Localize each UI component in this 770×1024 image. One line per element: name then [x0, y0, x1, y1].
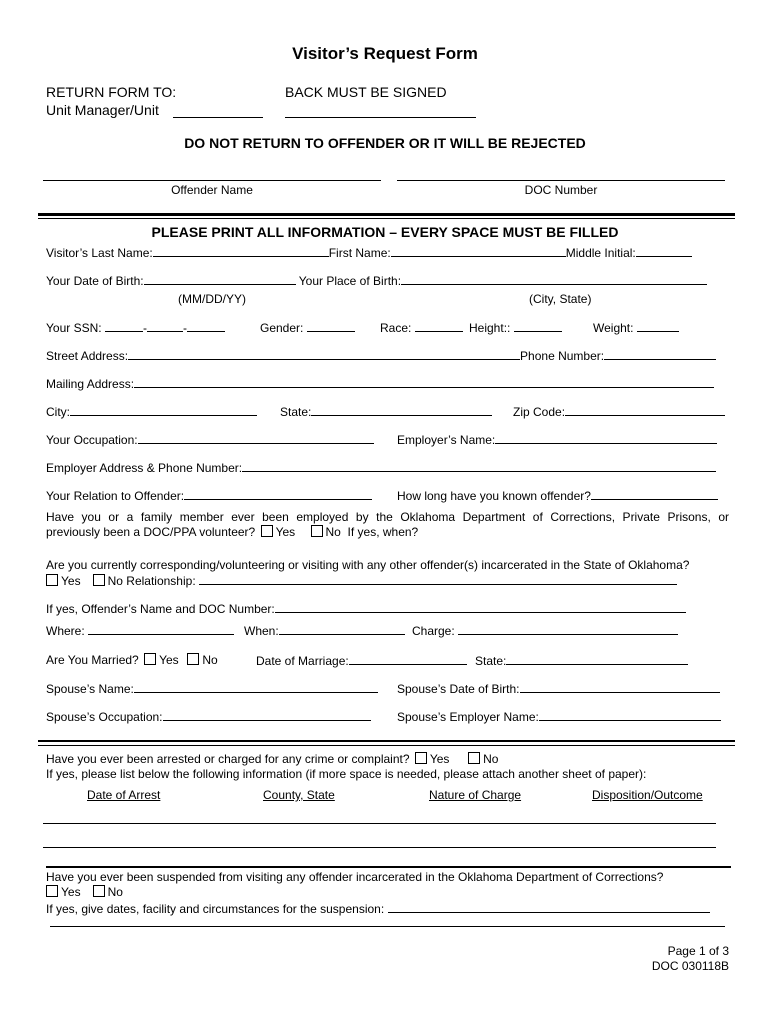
suspension-details-field[interactable] — [388, 901, 710, 913]
arrest-section-divider-thin — [38, 745, 735, 746]
arrested-yes-label: Yes — [429, 752, 450, 766]
married-yes-label: Yes — [159, 653, 179, 667]
married-no-checkbox[interactable] — [187, 653, 199, 665]
employed-question-line1: Have you or a family member ever been employed by the Oklahoma Department of Corrections, Private Prisons, or — [46, 510, 729, 524]
employer-name-label: Employer’s Name: — [397, 432, 717, 447]
spouse-dob-field[interactable] — [520, 681, 720, 693]
state-label: State: — [280, 404, 492, 419]
employed-no-label: No — [325, 525, 341, 539]
arrested-question-row — [46, 752, 498, 766]
signature-line[interactable] — [285, 117, 476, 118]
charge-label: Charge: — [412, 623, 678, 638]
race-field[interactable] — [415, 320, 463, 332]
relation-field[interactable] — [184, 488, 372, 500]
charge-field[interactable] — [458, 623, 678, 635]
col-nature-of-charge: Nature of Charge — [429, 788, 522, 802]
street-label: Street Address: — [46, 349, 129, 363]
ssn-field-3[interactable] — [187, 320, 225, 332]
suspended-yes-label: Yes — [61, 885, 81, 899]
when-field[interactable] — [279, 623, 405, 635]
employer-name-field[interactable] — [495, 432, 717, 444]
if-yes-when-label: If yes, when? — [347, 525, 419, 539]
gender-label: Gender: — [260, 320, 355, 335]
arrested-question: Have you ever been arrested or charged for any crime or complaint? — [46, 752, 410, 766]
relationship-field[interactable] — [199, 573, 677, 585]
col-county-state: County, State — [263, 788, 335, 802]
corresponding-question: Are you currently corresponding/volunteering or visiting with any other offender(s) incarcerated in the State of Oklahoma? — [46, 558, 690, 572]
suspended-no-label: No — [107, 885, 123, 899]
dob-format-hint: (MM/DD/YY) — [178, 292, 246, 306]
marriage-state-label: State: — [475, 653, 688, 668]
where-field[interactable] — [88, 623, 234, 635]
race-label: Race: — [380, 320, 463, 335]
back-must-be-signed-label: BACK MUST BE SIGNED — [285, 84, 447, 100]
corresponding-yes-label: Yes — [61, 574, 81, 588]
corresponding-answers — [46, 573, 677, 588]
corresponding-yes-checkbox[interactable] — [46, 574, 58, 586]
occupation-field[interactable] — [138, 432, 374, 444]
doc-code: DOC 030118B — [651, 959, 729, 973]
arrested-yes-checkbox[interactable] — [415, 752, 427, 764]
marriage-state-field[interactable] — [506, 653, 688, 665]
zip-label: Zip Code: — [513, 404, 725, 419]
place-of-birth-field[interactable] — [401, 273, 707, 285]
first-name-label: First Name: — [328, 246, 391, 260]
arrested-no-checkbox[interactable] — [468, 752, 480, 764]
employed-yes-checkbox[interactable] — [261, 525, 273, 537]
weight-field[interactable] — [637, 320, 679, 332]
mailing-row — [46, 376, 714, 391]
spouse-occupation-label: Spouse’s Occupation: — [46, 709, 371, 724]
employer-address-label: Employer Address & Phone Number: — [46, 461, 243, 475]
suspended-answers — [46, 885, 123, 899]
relationship-label: Relationship: — [126, 574, 196, 588]
employed-no-checkbox[interactable] — [311, 525, 323, 537]
col-disposition: Disposition/Outcome — [592, 788, 703, 802]
occupation-label: Your Occupation: — [46, 432, 374, 447]
doc-number-label: DOC Number — [524, 183, 598, 197]
weight-label: Weight: — [593, 320, 679, 335]
doc-number-line[interactable] — [397, 180, 725, 181]
offender-name-label: Offender Name — [171, 183, 253, 197]
birth-row — [46, 273, 707, 288]
spouse-occupation-field[interactable] — [163, 709, 371, 721]
page-number: Page 1 of 3 — [667, 944, 729, 958]
if-yes-dates-row — [46, 901, 710, 916]
mailing-field[interactable] — [134, 376, 714, 388]
zip-field[interactable] — [565, 404, 725, 416]
married-yes-checkbox[interactable] — [144, 653, 156, 665]
return-form-to-label: RETURN FORM TO: — [46, 84, 177, 100]
street-row — [46, 348, 716, 363]
suspended-no-checkbox[interactable] — [93, 885, 105, 897]
spouse-name-field[interactable] — [134, 681, 378, 693]
suspended-question: Have you ever been suspended from visiting any offender incarcerated in the Oklahoma Department of Corrections? — [46, 870, 664, 884]
ssn-label: Your SSN: - - — [46, 320, 225, 335]
how-long-label: How long have you known offender? — [397, 488, 718, 503]
where-label: Where: — [46, 623, 234, 638]
arrest-entry-line-2[interactable] — [43, 847, 716, 848]
last-name-label: Visitor’s Last Name: — [46, 246, 153, 260]
mailing-label: Mailing Address: — [46, 377, 135, 391]
middle-initial-label: Middle Initial: — [565, 246, 636, 260]
ssn-field-2[interactable] — [147, 320, 183, 332]
phone-label: Phone Number: — [520, 349, 605, 363]
middle-initial-field[interactable] — [636, 245, 692, 257]
section-divider-thin — [38, 218, 735, 219]
spouse-name-label: Spouse’s Name: — [46, 681, 378, 696]
married-no-label: No — [202, 653, 218, 667]
employer-address-row — [46, 460, 716, 475]
corresponding-no-label: No — [107, 574, 123, 588]
warning-text: DO NOT RETURN TO OFFENDER OR IT WILL BE REJECTED — [184, 135, 586, 151]
relation-label: Your Relation to Offender: — [46, 488, 372, 503]
when-label: When: — [244, 623, 405, 638]
employer-address-field[interactable] — [242, 460, 716, 472]
corresponding-no-checkbox[interactable] — [93, 574, 105, 586]
offender-name-line[interactable] — [43, 180, 381, 181]
if-yes-dates-label: If yes, give dates, facility and circumstances for the suspension: — [46, 902, 385, 916]
spouse-employer-field[interactable] — [539, 709, 721, 721]
unit-manager-label: Unit Manager/Unit — [46, 102, 159, 118]
city-label: City: — [46, 404, 257, 419]
city-field[interactable] — [70, 404, 257, 416]
married-label: Are You Married? — [46, 653, 139, 667]
if-yes-offender-label: If yes, Offender’s Name and DOC Number: — [46, 602, 275, 616]
phone-field[interactable] — [604, 348, 716, 360]
state-field[interactable] — [311, 404, 492, 416]
ssn-field-1[interactable] — [105, 320, 143, 332]
col-date-of-arrest: Date of Arrest — [87, 788, 161, 802]
suspended-yes-checkbox[interactable] — [46, 885, 58, 897]
street-field[interactable] — [128, 348, 520, 360]
date-of-marriage-label: Date of Marriage: — [256, 653, 467, 668]
dob-label: Your Date of Birth: — [46, 274, 144, 288]
arrest-section-divider — [38, 740, 735, 742]
arrest-entry-line-1[interactable] — [43, 823, 716, 824]
name-row — [46, 245, 692, 260]
last-name-field[interactable] — [153, 245, 329, 257]
form-title: Visitor’s Request Form — [292, 44, 478, 63]
married-row — [46, 653, 218, 667]
spouse-employer-label: Spouse’s Employer Name: — [397, 709, 721, 724]
employed-question-line2: previously been a DOC/PPA volunteer? Yes No If yes, when? — [46, 525, 419, 539]
place-of-birth-label: Your Place of Birth: — [298, 274, 402, 288]
height-label: Height:: — [469, 320, 562, 335]
how-long-field[interactable] — [591, 488, 718, 500]
arrested-no-label: No — [483, 752, 499, 766]
suspension-details-line-2[interactable] — [50, 926, 725, 927]
print-all-heading: PLEASE PRINT ALL INFORMATION – EVERY SPACE MUST BE FILLED — [151, 224, 619, 240]
if-yes-offender-row — [46, 601, 686, 616]
city-state-hint: (City, State) — [529, 292, 592, 306]
if-yes-list-text: If yes, please list below the following information (if more space is needed, please attach another sheet of paper): — [46, 767, 647, 781]
dob-field[interactable] — [144, 273, 296, 285]
gender-field[interactable] — [307, 320, 355, 332]
section-divider — [38, 213, 735, 216]
suspension-section-divider — [46, 866, 731, 868]
spouse-dob-label: Spouse’s Date of Birth: — [397, 681, 720, 696]
if-yes-offender-field[interactable] — [275, 601, 686, 613]
height-field[interactable] — [514, 320, 562, 332]
employed-yes-label: Yes — [275, 525, 296, 539]
first-name-field[interactable] — [391, 245, 566, 257]
unit-manager-line[interactable] — [173, 117, 263, 118]
date-of-marriage-field[interactable] — [349, 653, 467, 665]
